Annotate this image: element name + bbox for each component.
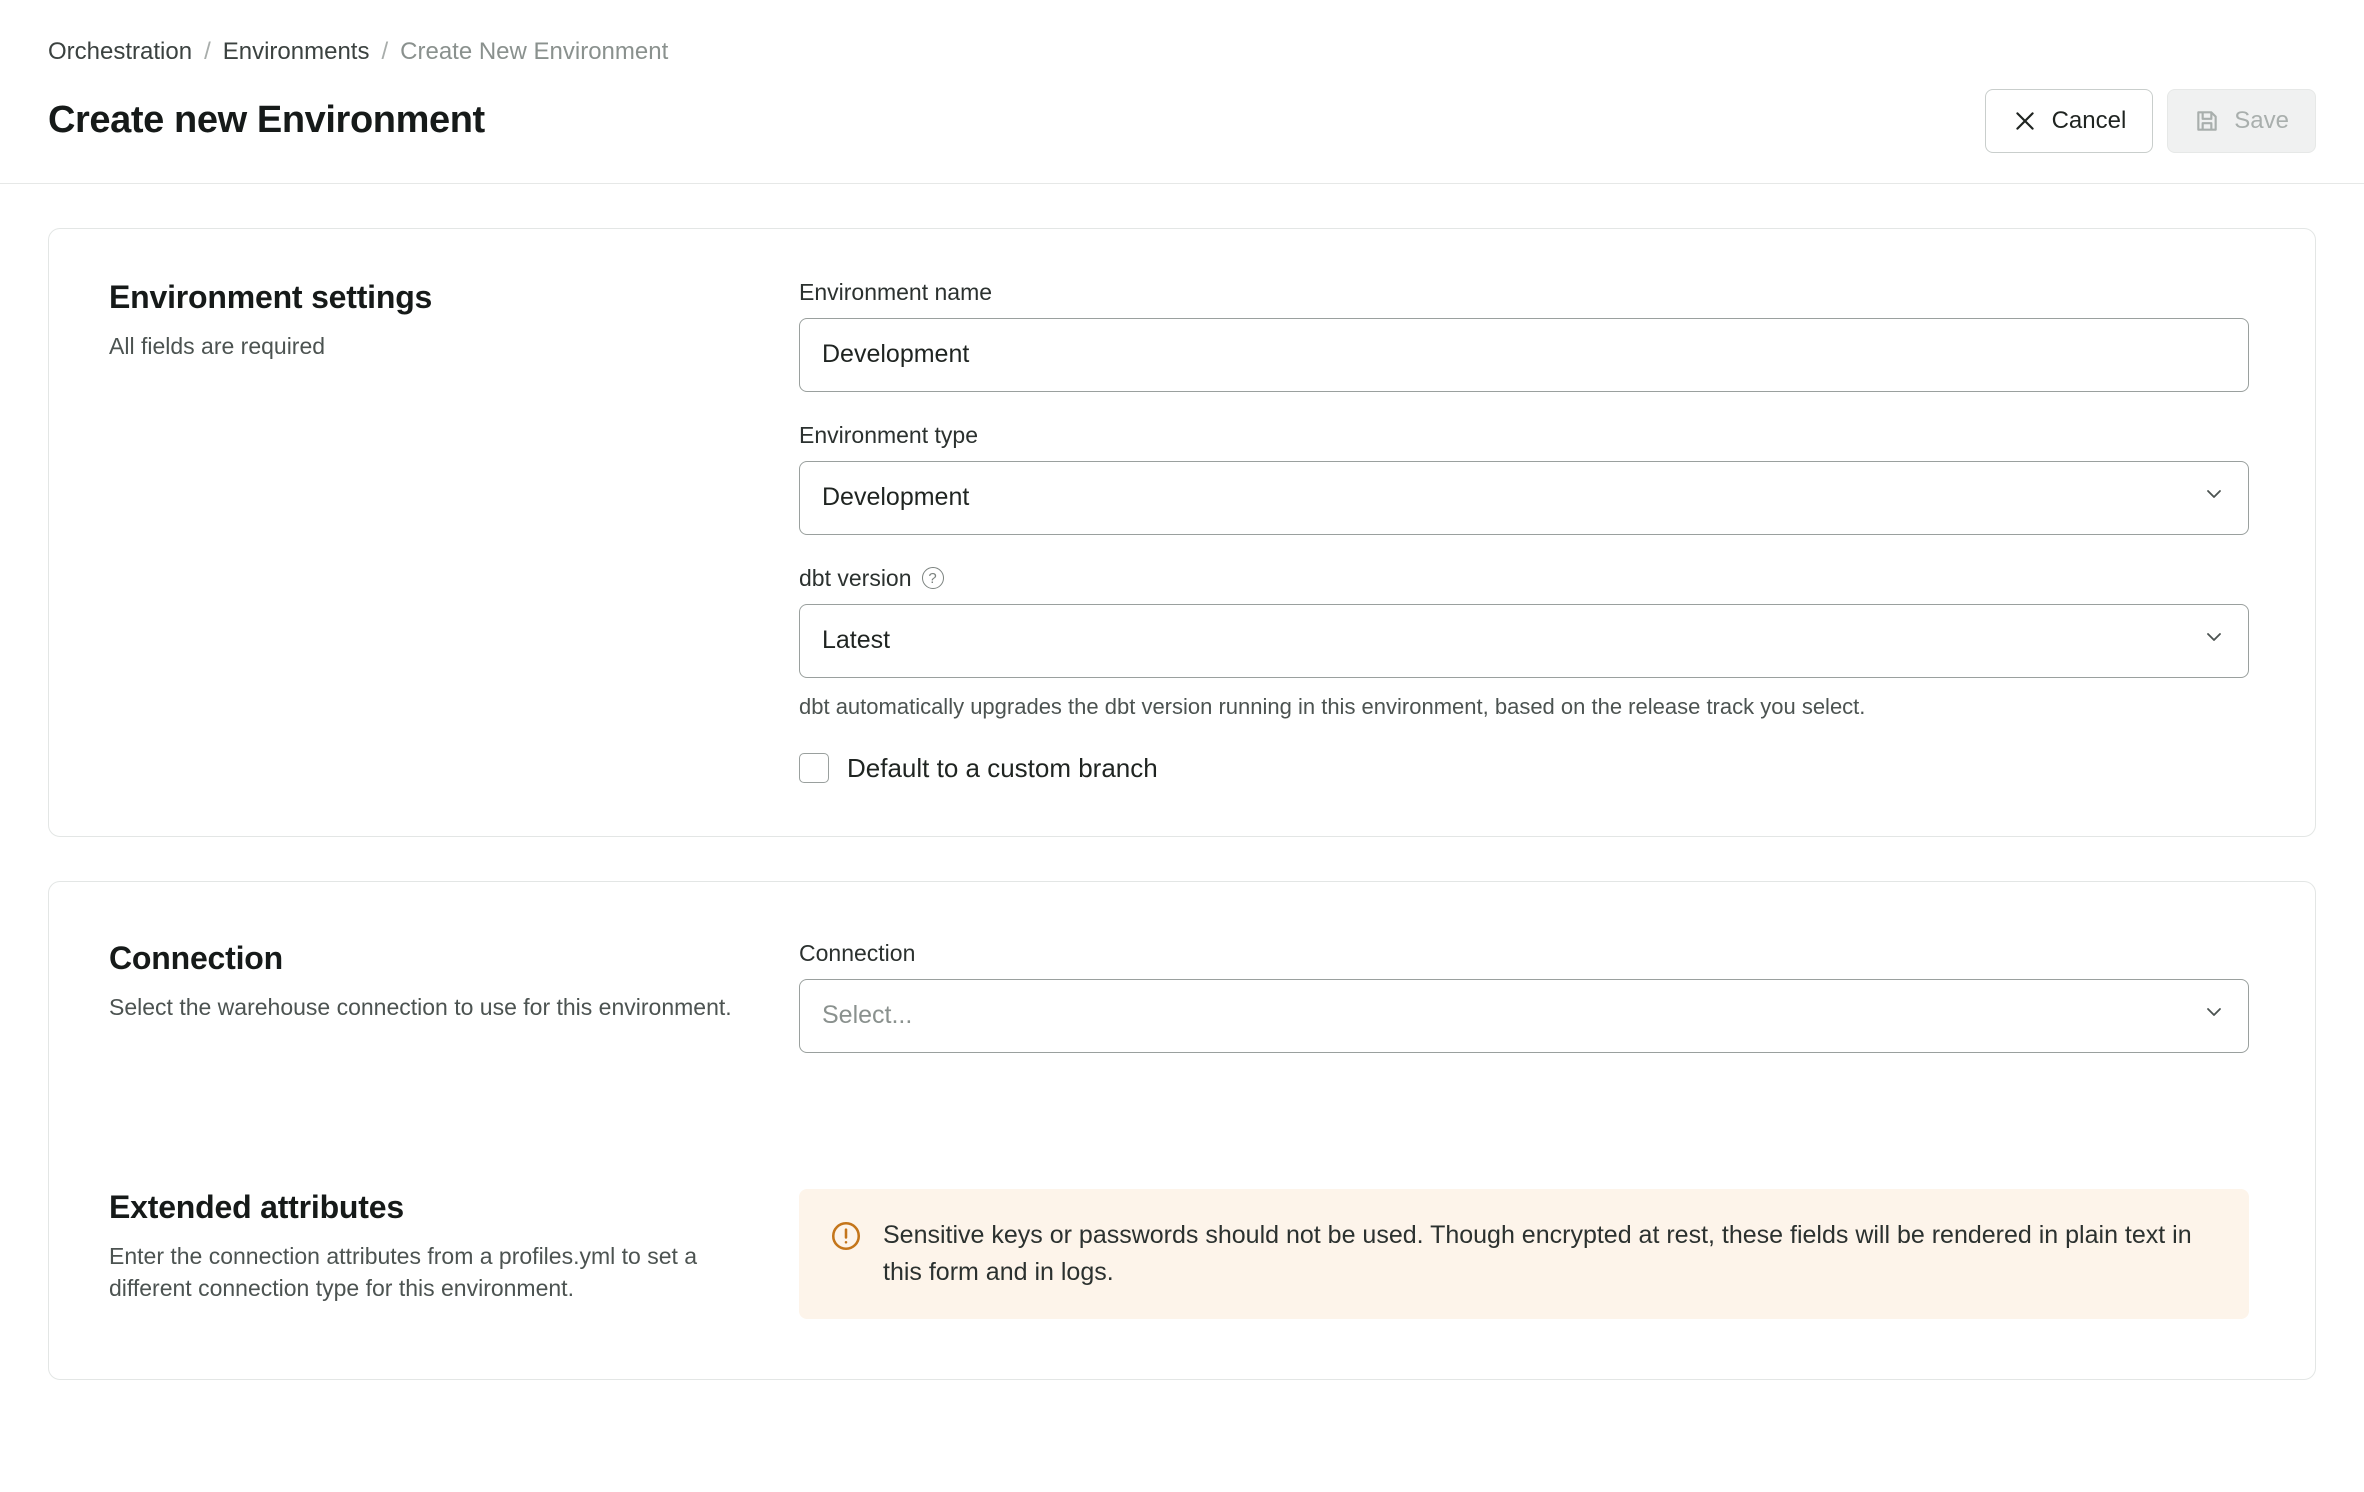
- environment-name-input[interactable]: Development: [799, 318, 2249, 392]
- breadcrumb-item-create-new-environment: Create New Environment: [400, 38, 669, 65]
- environment-type-label: Environment type: [799, 421, 978, 448]
- environment-settings-title: Environment settings: [109, 278, 433, 315]
- save-button-label: Save: [2234, 106, 2289, 134]
- chevron-down-icon: [2202, 1000, 2226, 1031]
- section-spacer: [109, 1083, 2255, 1153]
- extended-attributes-title: Extended attributes: [109, 1188, 404, 1225]
- environment-settings-subtitle: All fields are required: [109, 332, 326, 359]
- alert-circle-icon: [829, 1219, 863, 1258]
- header-actions: [1985, 89, 2316, 153]
- cancel-button-label: Cancel: [2051, 106, 2127, 134]
- environment-type-field: [799, 422, 2249, 535]
- page-header: [0, 67, 2364, 184]
- connection-form: [799, 940, 2249, 1083]
- connection-section: [109, 932, 2255, 1083]
- connection-placeholder: Select...: [822, 1001, 913, 1030]
- environment-settings-card: [48, 228, 2316, 837]
- sensitive-keys-warning-text: Sensitive keys or passwords should not be used. Though encrypted at rest, these fields will be rendered in plain text in this form and in logs.: [883, 1220, 2192, 1286]
- dbt-version-value: Latest: [822, 626, 891, 655]
- close-icon: [2012, 108, 2038, 134]
- breadcrumb-item-orchestration[interactable]: Orchestration: [48, 38, 193, 65]
- connection-field: [799, 940, 2249, 1053]
- chevron-down-icon: [2202, 482, 2226, 513]
- save-disk-icon: [2194, 108, 2220, 134]
- breadcrumb: [0, 0, 2364, 67]
- environment-name-field: [799, 279, 2249, 392]
- save-button[interactable]: [2167, 89, 2316, 153]
- dbt-version-hint: dbt automatically upgrades the dbt version running in this environment, based on the release track you select.: [799, 693, 1866, 719]
- extended-attributes-subtitle: Enter the connection attributes from a profiles.yml to set a different connection type for this environment.: [109, 1242, 698, 1302]
- environment-settings-description: [109, 279, 799, 784]
- extended-attributes-section: [109, 1153, 2255, 1379]
- environment-type-select[interactable]: [799, 461, 2249, 535]
- page-title: Create new Environment: [48, 99, 485, 142]
- custom-branch-row: [799, 753, 2249, 784]
- custom-branch-checkbox[interactable]: [799, 753, 829, 783]
- extended-attributes-content: [799, 1189, 2249, 1319]
- connection-title: Connection: [109, 939, 283, 976]
- environment-type-value: Development: [822, 483, 970, 512]
- custom-branch-label[interactable]: Default to a custom branch: [847, 752, 1158, 783]
- dbt-version-select[interactable]: [799, 604, 2249, 678]
- chevron-down-icon: [2202, 625, 2226, 656]
- sensitive-keys-warning: [799, 1189, 2249, 1319]
- connection-description: [109, 940, 799, 1083]
- dbt-version-label: [799, 565, 2249, 592]
- environment-name-label: Environment name: [799, 278, 993, 305]
- connection-select[interactable]: [799, 979, 2249, 1053]
- extended-attributes-description: [109, 1189, 799, 1319]
- dbt-version-label-text: dbt version: [799, 564, 912, 591]
- connection-label: Connection: [799, 939, 916, 966]
- connection-card: [48, 881, 2316, 1380]
- help-circle-icon[interactable]: ?: [922, 567, 944, 589]
- breadcrumb-separator: /: [204, 38, 211, 65]
- breadcrumb-separator: /: [381, 38, 389, 65]
- dbt-version-field: [799, 565, 2249, 723]
- page-content: [0, 228, 2364, 1380]
- cancel-button[interactable]: [1985, 89, 2154, 153]
- environment-settings-form: [799, 279, 2249, 784]
- breadcrumb-item-environments[interactable]: Environments: [222, 38, 370, 65]
- connection-subtitle: Select the warehouse connection to use for this environment.: [109, 993, 732, 1020]
